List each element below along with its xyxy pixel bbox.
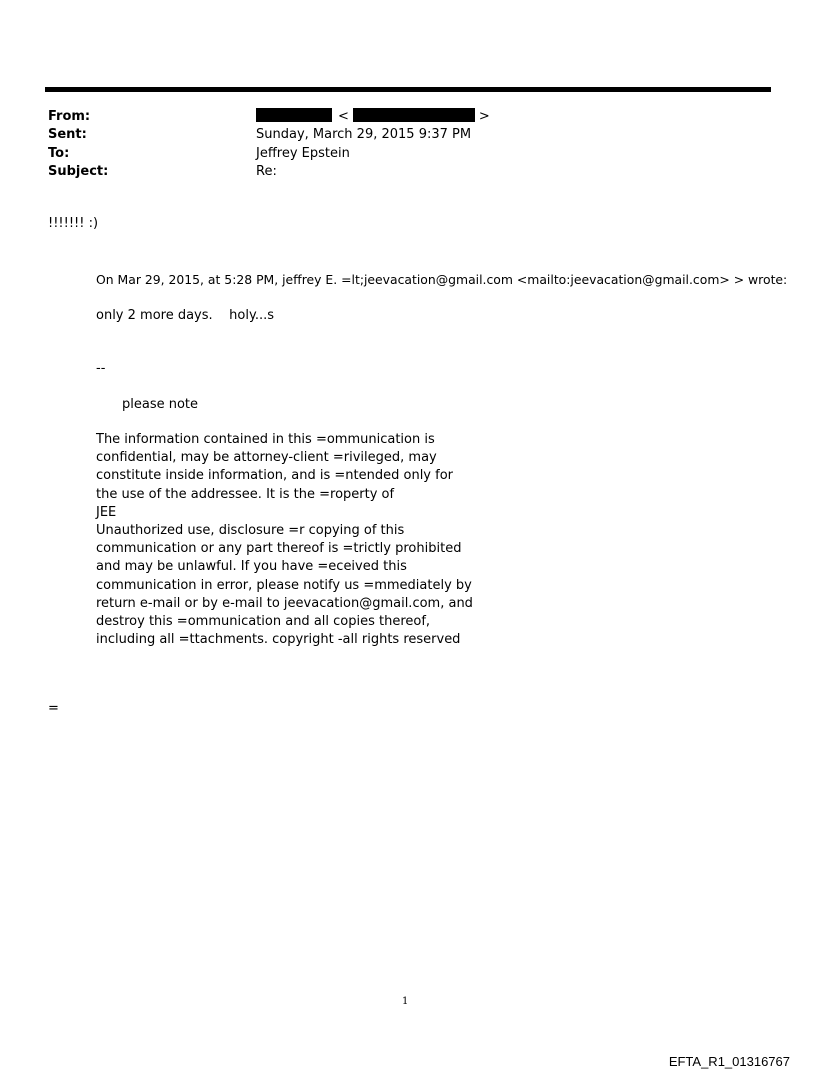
disclaimer-line: Unauthorized use, disclosure =r copying of this xyxy=(96,523,405,539)
from-open-bracket: < xyxy=(338,109,349,124)
sent-label: Sent: xyxy=(48,127,87,142)
disclaimer-line: return e-mail or by e-mail to jeevacation@gmail.com, and xyxy=(96,595,473,611)
from-label: From: xyxy=(48,109,91,124)
disclaimer-line: communication or any part thereof is =trictly prohibited xyxy=(96,541,462,557)
disclaimer-block xyxy=(96,431,473,649)
disclaimer-line: constitute inside information, and is =ntended only for xyxy=(96,468,454,484)
disclaimer-line: JEE xyxy=(96,504,117,520)
to-value: Jeffrey Epstein xyxy=(256,146,350,161)
disclaimer-line: confidential, may be attorney-client =rivileged, may xyxy=(96,450,437,466)
quoted-intro: On Mar 29, 2015, at 5:28 PM, jeffrey E. =lt;jeevacation@gmail.com <mailto:jeevacation@gmail.com> > wrote: xyxy=(96,272,788,287)
trailing-equals: = xyxy=(48,701,59,716)
redacted-sender-email xyxy=(353,108,475,122)
from-close-bracket: > xyxy=(478,109,490,124)
subject-label: Subject: xyxy=(48,164,109,179)
header-divider xyxy=(45,87,771,92)
sent-value: Sunday, March 29, 2015 9:37 PM xyxy=(256,127,472,142)
signature-separator: -- xyxy=(96,361,106,376)
disclaimer-line: The information contained in this =ommunication is xyxy=(96,432,435,447)
subject-value: Re: xyxy=(256,164,277,179)
quoted-body: only 2 more days. holy...s xyxy=(96,308,275,323)
to-label: To: xyxy=(48,146,70,161)
redacted-sender-name xyxy=(256,108,332,122)
please-note: please note xyxy=(122,397,199,412)
page-number: 1 xyxy=(402,996,409,1007)
disclaimer-line: and may be unlawful. If you have =eceived this xyxy=(96,559,407,575)
from-value xyxy=(256,108,490,125)
disclaimer-line: the use of the addressee. It is the =roperty of xyxy=(96,486,395,502)
disclaimer-line: communication in error, please notify us =mmediately by xyxy=(96,577,472,593)
disclaimer-line: destroy this =ommunication and all copies thereof, xyxy=(96,614,431,630)
disclaimer-line: including all =ttachments. copyright -all rights reserved xyxy=(96,632,461,648)
bates-number: EFTA_R1_01316767 xyxy=(668,1054,790,1069)
reply-text: !!!!!!! :) xyxy=(48,216,99,231)
